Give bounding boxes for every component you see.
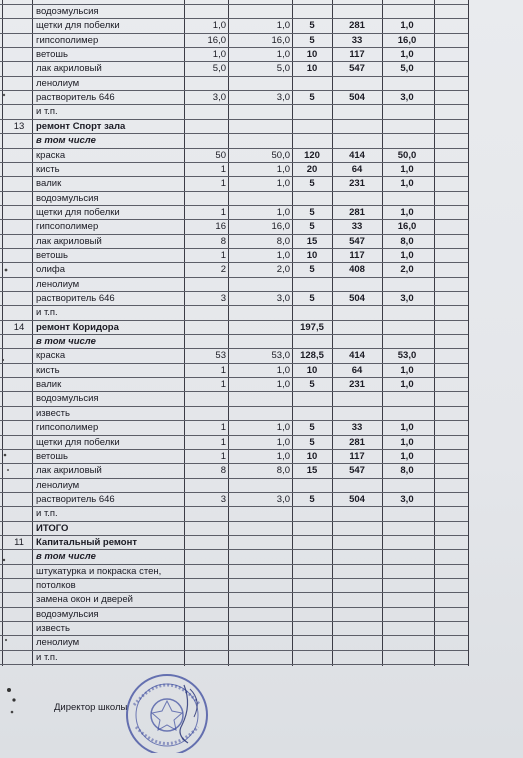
item-name-cell: ИТОГО (36, 523, 69, 534)
item-name-cell: щетки для побелки (36, 437, 120, 448)
table-row-rule (0, 162, 468, 163)
value-cell: 5 (309, 221, 315, 232)
value-cell: 50,0 (271, 150, 290, 161)
value-cell: 3,0 (212, 92, 226, 103)
item-name-cell: краска (36, 150, 66, 161)
value-cell: 8,0 (276, 465, 290, 476)
item-name-cell: растворитель 646 (36, 494, 115, 505)
value-cell: 1,0 (400, 379, 414, 390)
value-cell: 1,0 (276, 207, 290, 218)
table-row-rule (0, 47, 468, 48)
row-number-cell: 13 (13, 121, 25, 132)
item-name-cell: ремонт Коридора (36, 322, 119, 333)
value-cell: 5 (309, 207, 315, 218)
table-row-rule (0, 119, 468, 120)
value-cell: 281 (349, 207, 365, 218)
table-column-rule (468, 0, 469, 666)
item-name-cell: в том числе (36, 551, 96, 562)
value-cell: 3,0 (400, 92, 414, 103)
table-row-rule (0, 90, 468, 91)
value-cell: 20 (306, 164, 318, 175)
item-name-cell: гипсополимер (36, 422, 99, 433)
value-cell: 1,0 (400, 422, 414, 433)
table-row-rule (0, 4, 468, 5)
value-cell: 8,0 (400, 236, 414, 247)
value-cell: 5 (309, 178, 315, 189)
value-cell: 3 (220, 494, 226, 505)
item-name-cell: лак акриловый (36, 236, 102, 247)
value-cell: 414 (349, 150, 365, 161)
table-column-rule (434, 0, 435, 666)
value-cell: 408 (349, 264, 365, 275)
value-cell: 10 (306, 250, 318, 261)
value-cell: 5 (309, 494, 315, 505)
value-cell: 53 (215, 350, 226, 361)
item-name-cell: олифа (36, 264, 66, 275)
value-cell: 16,0 (207, 35, 226, 46)
table-row-rule (0, 535, 468, 536)
value-cell: 1,0 (400, 207, 414, 218)
value-cell: 3,0 (400, 293, 414, 304)
table-row-rule (0, 377, 468, 378)
value-cell: 1,0 (400, 365, 414, 376)
value-cell: 10 (306, 63, 318, 74)
table-row-rule (0, 348, 468, 349)
value-cell: 5 (309, 293, 315, 304)
table-column-rule (332, 0, 333, 666)
value-cell: 10 (306, 451, 318, 462)
table-column-rule (382, 0, 383, 666)
value-cell: 8,0 (276, 236, 290, 247)
table-row-rule (0, 650, 468, 651)
item-name-cell: ленолиум (36, 637, 80, 648)
value-cell: 1 (220, 422, 226, 433)
table-row-rule (0, 607, 468, 608)
value-cell: 504 (349, 494, 365, 505)
table-row-rule (0, 33, 468, 34)
table-column-rule (32, 0, 33, 666)
value-cell: 1,0 (400, 451, 414, 462)
table-row-rule (0, 133, 468, 134)
item-name-cell: щетки для побелки (36, 20, 120, 31)
item-name-cell: щетки для побелки (36, 207, 120, 218)
value-cell: 281 (349, 20, 365, 31)
table-row-rule (0, 621, 468, 622)
value-cell: 16,0 (397, 221, 417, 232)
value-cell: 1,0 (276, 250, 290, 261)
value-cell: 1,0 (276, 178, 290, 189)
table-row-rule (0, 61, 468, 62)
value-cell: 120 (304, 150, 320, 161)
value-cell: 16,0 (397, 35, 417, 46)
value-cell: 1 (220, 250, 226, 261)
value-cell: 8 (220, 236, 226, 247)
scan-edge-specks (0, 0, 30, 750)
value-cell: 15 (306, 465, 318, 476)
item-name-cell: водоэмульсия (36, 393, 99, 404)
row-number-cell: 14 (13, 322, 25, 333)
table-row-rule (0, 578, 468, 579)
value-cell: 2,0 (400, 264, 414, 275)
value-cell: 1 (220, 451, 226, 462)
value-cell: 547 (349, 236, 365, 247)
value-cell: 5 (309, 20, 315, 31)
item-name-cell: известь (36, 408, 70, 419)
table-row-rule (0, 492, 468, 493)
table-row-rule (0, 191, 468, 192)
director-signature-label: Директор школы (54, 702, 128, 713)
table-row-rule (0, 549, 468, 550)
value-cell: 1,0 (276, 422, 290, 433)
item-name-cell: ленолиум (36, 78, 80, 89)
value-cell: 1,0 (276, 20, 290, 31)
item-name-cell: водоэмульсия (36, 6, 99, 17)
value-cell: 5 (309, 35, 315, 46)
value-cell: 547 (349, 63, 365, 74)
table-row-rule (0, 664, 468, 665)
item-name-cell: гипсополимер (36, 221, 99, 232)
value-cell: 1,0 (400, 20, 414, 31)
value-cell: 1,0 (276, 379, 290, 390)
table-row-rule (0, 76, 468, 77)
item-name-cell: в том числе (36, 135, 96, 146)
item-name-cell: и т.п. (36, 307, 58, 318)
value-cell: 5 (309, 422, 315, 433)
value-cell: 1,0 (276, 164, 290, 175)
value-cell: 547 (349, 465, 365, 476)
value-cell: 33 (351, 422, 363, 433)
table-row-rule (0, 262, 468, 263)
table-row-rule (0, 248, 468, 249)
item-name-cell: ремонт Спорт зала (36, 121, 126, 132)
value-cell: 1 (220, 437, 226, 448)
value-cell: 50 (215, 150, 226, 161)
item-name-cell: лак акриловый (36, 465, 102, 476)
item-name-cell: водоэмульсия (36, 193, 99, 204)
value-cell: 33 (351, 35, 363, 46)
table-column-rule (228, 0, 229, 666)
item-name-cell: замена окон и дверей (36, 594, 133, 605)
value-cell: 504 (349, 293, 365, 304)
value-cell: 197,5 (300, 322, 324, 333)
value-cell: 10 (306, 365, 318, 376)
item-name-cell: известь (36, 623, 70, 634)
value-cell: 53,0 (271, 350, 290, 361)
item-name-cell: растворитель 646 (36, 293, 115, 304)
item-name-cell: водоэмульсия (36, 609, 99, 620)
value-cell: 414 (349, 350, 365, 361)
table-row-rule (0, 420, 468, 421)
value-cell: 117 (349, 451, 365, 462)
table-row-rule (0, 592, 468, 593)
item-name-cell: ветошь (36, 451, 69, 462)
item-name-cell: валик (36, 379, 62, 390)
value-cell: 16 (215, 221, 226, 232)
item-name-cell: ветошь (36, 250, 69, 261)
item-name-cell: ленолиум (36, 279, 80, 290)
value-cell: 8 (220, 465, 226, 476)
table-row-rule (0, 205, 468, 206)
value-cell: 1,0 (212, 20, 226, 31)
value-cell: 1,0 (400, 178, 414, 189)
value-cell: 1 (220, 365, 226, 376)
value-cell: 53,0 (397, 350, 417, 361)
item-name-cell: в том числе (36, 336, 96, 347)
table-row-rule (0, 148, 468, 149)
value-cell: 504 (349, 92, 365, 103)
table-column-rule (292, 0, 293, 666)
value-cell: 50,0 (397, 150, 417, 161)
value-cell: 5 (309, 92, 315, 103)
value-cell: 3,0 (400, 494, 414, 505)
value-cell: 33 (351, 221, 363, 232)
value-cell: 1 (220, 379, 226, 390)
value-cell: 1,0 (400, 164, 414, 175)
value-cell: 281 (349, 437, 365, 448)
value-cell: 64 (351, 164, 363, 175)
value-cell: 16,0 (271, 35, 290, 46)
table-row-rule (0, 18, 468, 19)
value-cell: 231 (349, 379, 365, 390)
row-number-cell: 11 (14, 537, 24, 548)
value-cell: 1,0 (400, 250, 414, 261)
value-cell: 1,0 (400, 49, 414, 60)
value-cell: 64 (351, 365, 363, 376)
table-row-rule (0, 277, 468, 278)
item-name-cell: штукатурка и покраска стен, (36, 566, 162, 577)
value-cell: 1,0 (276, 437, 290, 448)
value-cell: 16,0 (271, 221, 290, 232)
item-name-cell: гипсополимер (36, 35, 99, 46)
item-name-cell: и т.п. (36, 106, 58, 117)
table-row-rule (0, 564, 468, 565)
table-row-rule (0, 104, 468, 105)
table-column-rule (2, 0, 3, 666)
value-cell: 1,0 (400, 437, 414, 448)
value-cell: 1,0 (276, 365, 290, 376)
value-cell: 5 (309, 379, 315, 390)
value-cell: 10 (306, 49, 318, 60)
value-cell: 5,0 (212, 63, 226, 74)
table-row-rule (0, 449, 468, 450)
item-name-cell: ленолиум (36, 480, 80, 491)
item-name-cell: валик (36, 178, 62, 189)
table-row-rule (0, 334, 468, 335)
value-cell: 128,5 (300, 350, 324, 361)
table-row-rule (0, 635, 468, 636)
table-row-rule (0, 219, 468, 220)
value-cell: 117 (349, 49, 365, 60)
table-row-rule (0, 435, 468, 436)
value-cell: 1 (220, 164, 226, 175)
table-row-rule (0, 521, 468, 522)
table-row-rule (0, 463, 468, 464)
table-row-rule (0, 478, 468, 479)
item-name-cell: и т.п. (36, 652, 58, 663)
item-name-cell: Капитальный ремонт (36, 537, 137, 548)
table-row-rule (0, 320, 468, 321)
value-cell: 1 (220, 207, 226, 218)
item-name-cell: ветошь (36, 49, 69, 60)
table-row-rule (0, 291, 468, 292)
value-cell: 5 (309, 437, 315, 448)
table-row-rule (0, 305, 468, 306)
value-cell: 3 (220, 293, 226, 304)
table-row-rule (0, 506, 468, 507)
value-cell: 117 (349, 250, 365, 261)
value-cell: 5,0 (276, 63, 290, 74)
value-cell: 5 (309, 264, 315, 275)
value-cell: 3,0 (276, 92, 290, 103)
table-row-rule (0, 363, 468, 364)
item-name-cell: лак акриловый (36, 63, 102, 74)
table-column-rule (184, 0, 185, 666)
table-row-rule (0, 234, 468, 235)
value-cell: 5,0 (400, 63, 414, 74)
item-name-cell: потолков (36, 580, 76, 591)
item-name-cell: растворитель 646 (36, 92, 115, 103)
item-name-cell: и т.п. (36, 508, 58, 519)
value-cell: 1 (220, 178, 226, 189)
value-cell: 2 (220, 264, 226, 275)
item-name-cell: краска (36, 350, 66, 361)
value-cell: 15 (306, 236, 318, 247)
table-row-rule (0, 391, 468, 392)
table-row-rule (0, 406, 468, 407)
value-cell: 2,0 (276, 264, 290, 275)
value-cell: 231 (349, 178, 365, 189)
value-cell: 3,0 (276, 293, 290, 304)
value-cell: 3,0 (276, 494, 290, 505)
value-cell: 8,0 (400, 465, 414, 476)
value-cell: 1,0 (276, 49, 290, 60)
item-name-cell: кисть (36, 365, 60, 376)
table-row-rule (0, 176, 468, 177)
item-name-cell: кисть (36, 164, 60, 175)
school-seal-stamp (112, 665, 222, 753)
value-cell: 1,0 (276, 451, 290, 462)
value-cell: 1,0 (212, 49, 226, 60)
